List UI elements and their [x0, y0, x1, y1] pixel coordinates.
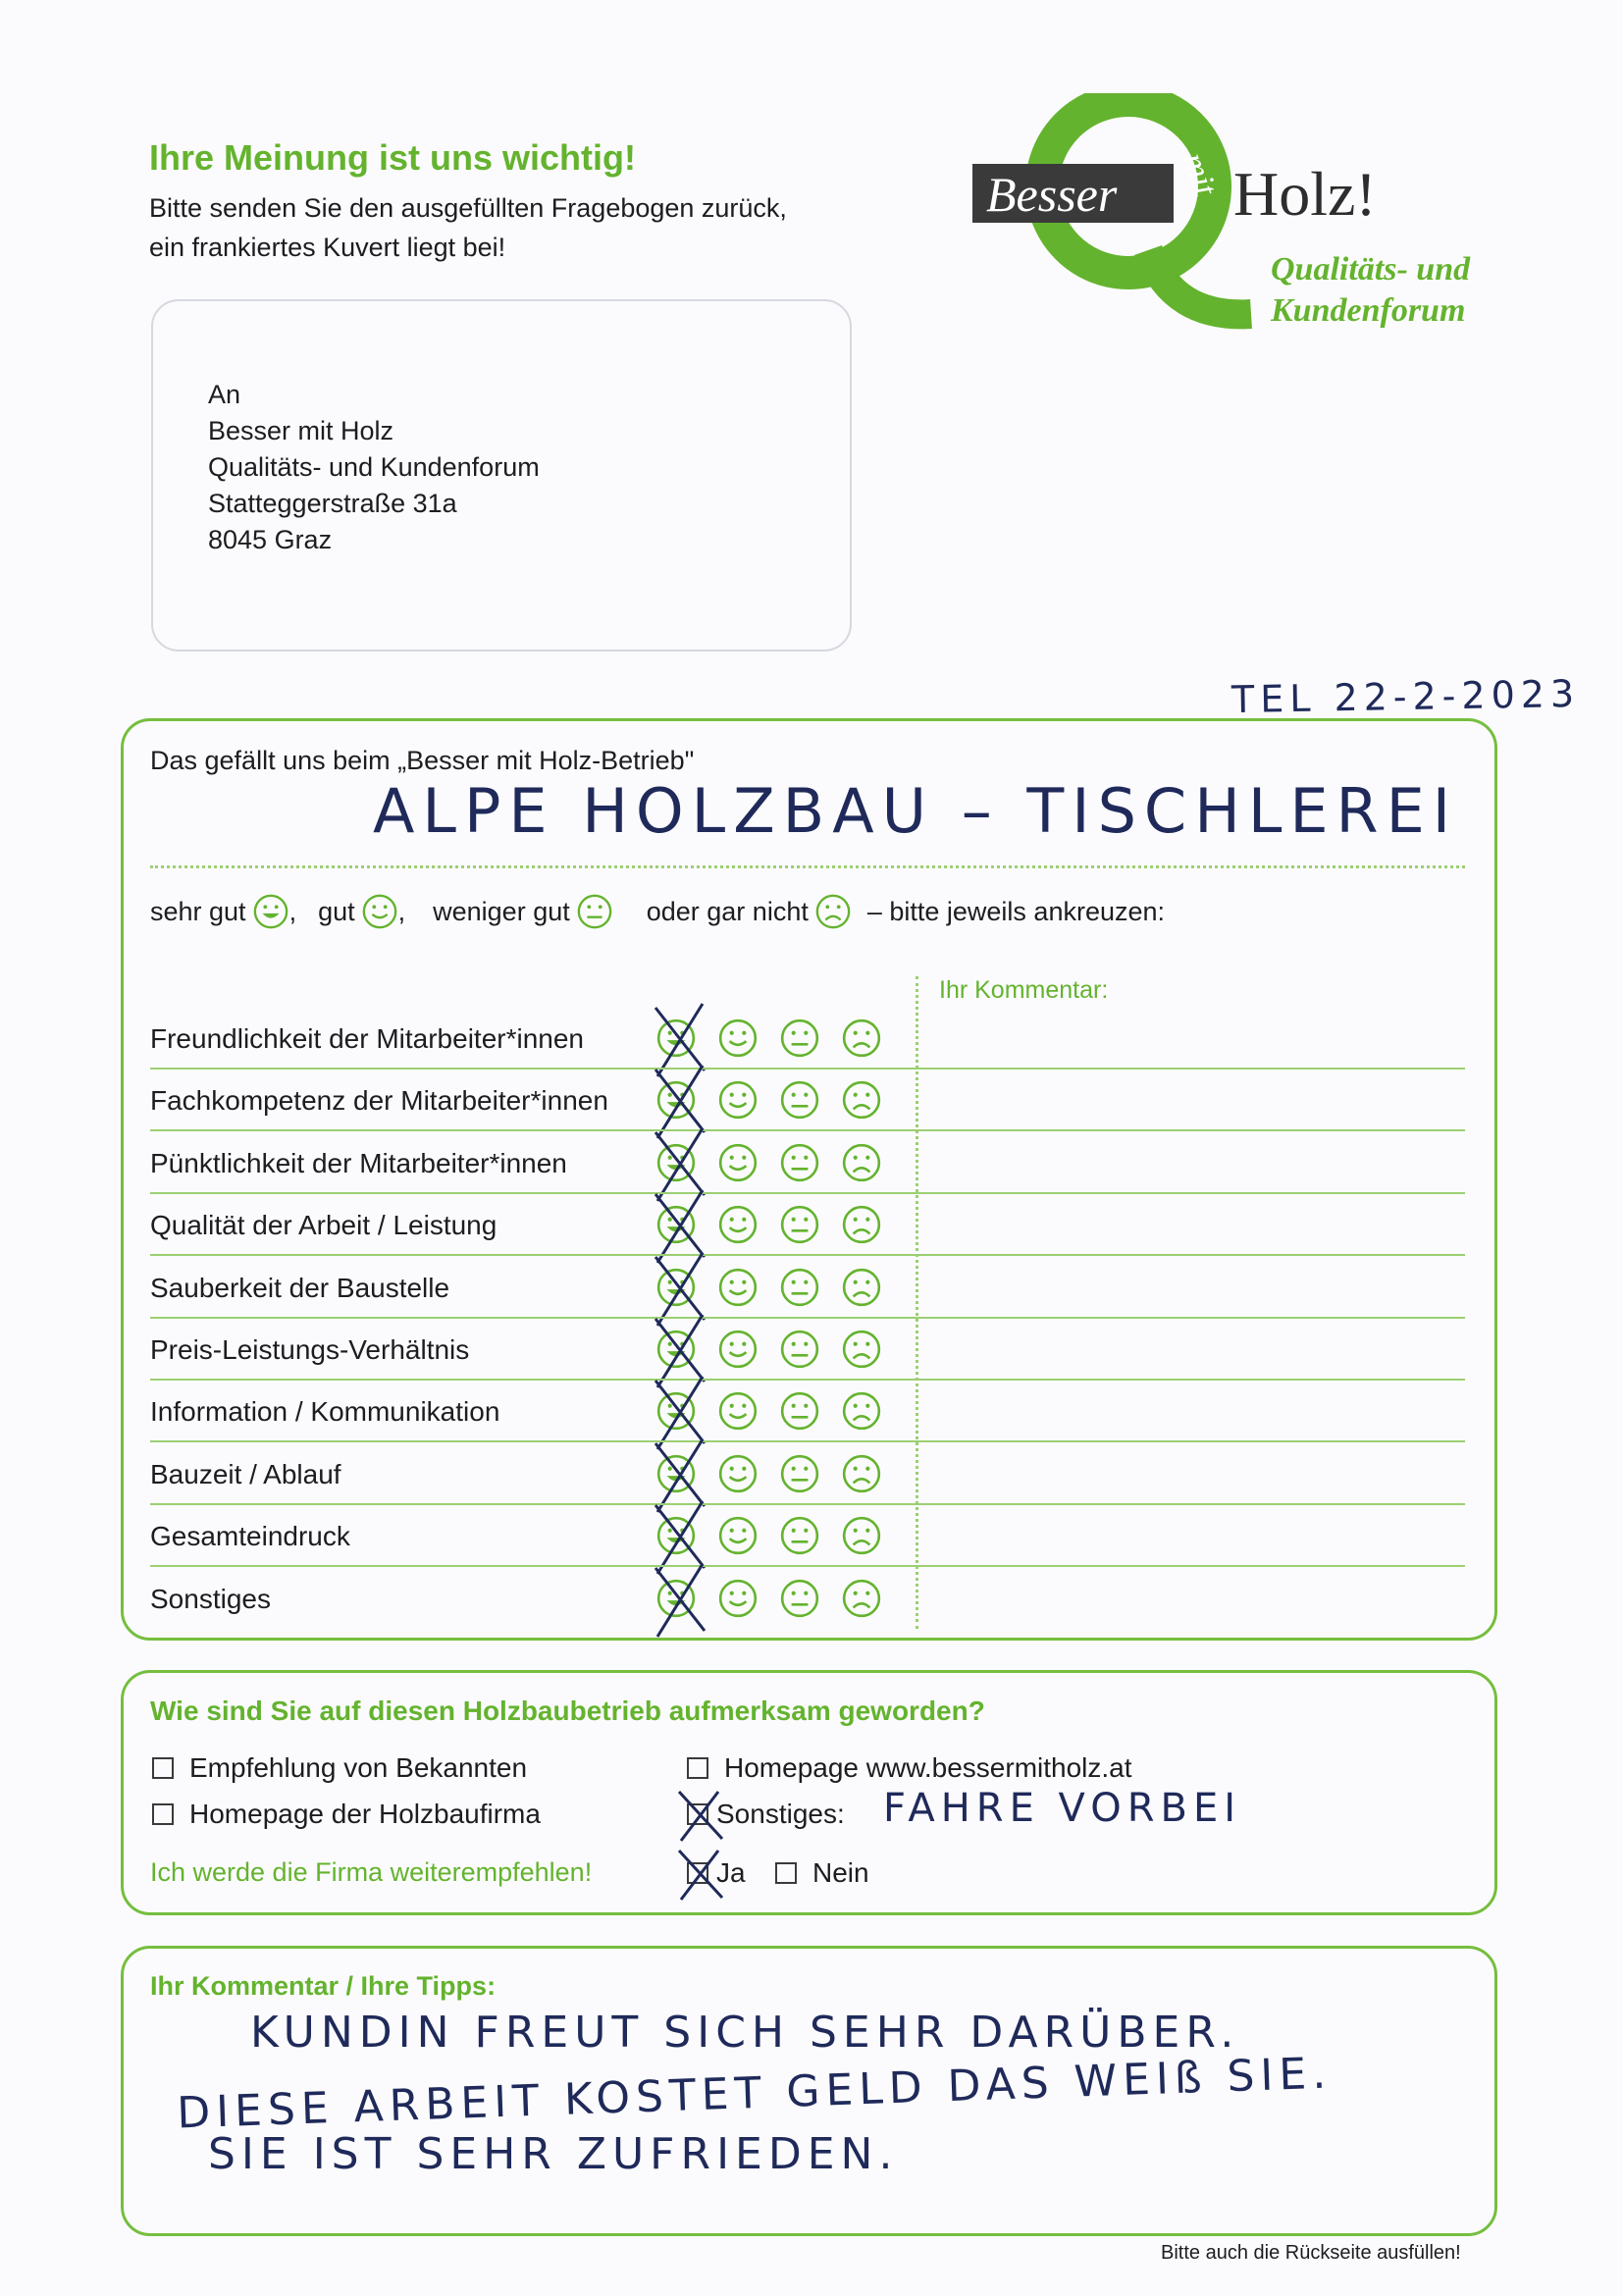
happy-face-icon[interactable] [717, 1142, 759, 1183]
tips-heading: Ihr Kommentar / Ihre Tipps: [150, 1971, 497, 2001]
criterion-row [150, 1132, 1465, 1194]
sad-face-icon[interactable] [841, 1515, 882, 1556]
logo-mit: mit [1175, 147, 1224, 201]
option-ja[interactable] [687, 1857, 746, 1889]
criterion-row [150, 1505, 1465, 1567]
neutral-face-icon[interactable] [779, 1390, 820, 1432]
sonstiges-handwritten: FAHRE VORBEI [883, 1786, 1242, 1831]
sad-face-icon[interactable] [841, 1079, 882, 1121]
option-ja-label: Ja [716, 1857, 746, 1888]
neutral-face-icon[interactable] [779, 1204, 820, 1245]
checkbox-ja[interactable] [687, 1862, 708, 1884]
address-line: Statteggerstraße 31a [208, 489, 457, 518]
criterion-row [150, 1381, 1465, 1442]
option-homepage-bmh[interactable] [687, 1752, 1132, 1784]
option-empfehlung[interactable] [152, 1752, 527, 1784]
logo-word1: Besser [986, 167, 1118, 222]
logo-tagline1: Qualitäts- und [1271, 251, 1471, 287]
option-nein[interactable] [775, 1857, 869, 1889]
intro-line-1: Bitte senden Sie den ausgefüllten Fragebogen zurück, [149, 193, 787, 223]
happy-face-icon[interactable] [717, 1079, 759, 1121]
sad-face-icon[interactable] [841, 1390, 882, 1432]
criterion-row [150, 1194, 1465, 1256]
address-line: 8045 Graz [208, 525, 333, 554]
option-homepage-firma-label: Homepage der Holzbaufirma [189, 1799, 541, 1829]
scale-instruction: – bitte jeweils ankreuzen: [866, 896, 1166, 926]
criterion-row [150, 1319, 1465, 1381]
happy-face-icon[interactable] [717, 1267, 759, 1308]
besser-mit-holz-logo [967, 93, 1555, 348]
intro-line-2: ein frankiertes Kuvert liegt bei! [149, 233, 506, 262]
sad-face-icon[interactable] [841, 1578, 882, 1619]
sad-face-icon[interactable] [841, 1142, 882, 1183]
criterion-label: Pünktlichkeit der Mitarbeiter*innen [150, 1147, 567, 1178]
checkbox-homepage-firma[interactable] [152, 1803, 174, 1825]
page-headline: Ihre Meinung ist uns wichtig! [149, 137, 637, 178]
logo-word2: Holz! [1233, 159, 1377, 229]
scale-gut-label: gut [318, 896, 355, 926]
criterion-row [150, 1008, 1465, 1070]
address-line: Besser mit Holz [208, 416, 394, 445]
checkbox-nein[interactable] [775, 1862, 797, 1884]
option-sonstiges[interactable] [687, 1799, 845, 1830]
back-side-note: Bitte auch die Rückseite ausfüllen! [1161, 2242, 1461, 2264]
criterion-label: Sauberkeit der Baustelle [150, 1272, 450, 1303]
checked-x-mark-icon [675, 1847, 726, 1902]
criterion-row [150, 1568, 1465, 1630]
sad-face-icon[interactable] [841, 1204, 882, 1245]
comment-column-heading: Ihr Kommentar: [939, 976, 1109, 1004]
logo-tagline2: Kundenforum [1271, 292, 1466, 329]
criterion-label: Gesamteindruck [150, 1521, 350, 1552]
happy-face-icon[interactable] [717, 1578, 759, 1619]
criterion-label: Sonstiges [150, 1583, 271, 1614]
address-line: An [208, 380, 241, 409]
sad-face-icon[interactable] [841, 1018, 882, 1059]
dotted-divider [150, 865, 1465, 868]
happy-face-icon[interactable] [717, 1390, 759, 1432]
criterion-row [150, 1070, 1465, 1131]
criterion-label: Qualität der Arbeit / Leistung [150, 1210, 497, 1241]
checkbox-homepage-bmh[interactable] [687, 1757, 708, 1779]
scale-sehr-gut-label: sehr gut [150, 896, 246, 926]
tips-handwritten-line-3: SIE IST SEHR ZUFRIEDEN. [208, 2129, 899, 2179]
handwritten-date: TEL 22-2-2023 [1230, 671, 1581, 722]
option-sonstiges-label: Sonstiges: [716, 1799, 845, 1829]
criterion-row [150, 1257, 1465, 1319]
checked-x-mark-icon [675, 1788, 726, 1843]
checkbox-empfehlung[interactable] [152, 1757, 174, 1779]
option-nein-label: Nein [812, 1857, 869, 1888]
tips-handwritten-line-2: DIESE ARBEIT KOSTET GELD DAS WEIß SIE. [176, 2048, 1334, 2139]
very-happy-face-icon [252, 893, 289, 930]
neutral-face-icon[interactable] [779, 1578, 820, 1619]
sad-face-icon[interactable] [841, 1329, 882, 1370]
criterion-label: Freundlichkeit der Mitarbeiter*innen [150, 1023, 584, 1054]
neutral-face-icon[interactable] [779, 1142, 820, 1183]
criterion-label: Fachkompetenz der Mitarbeiter*innen [150, 1085, 608, 1117]
option-homepage-firma[interactable] [152, 1799, 541, 1830]
sad-face-icon[interactable] [841, 1267, 882, 1308]
source-question: Wie sind Sie auf diesen Holzbaubetrieb aufmerksam geworden? [150, 1696, 985, 1726]
neutral-face-icon [576, 893, 613, 930]
criterion-row [150, 1443, 1465, 1505]
sad-face-icon [814, 893, 852, 930]
scale-gar-nicht-label: oder gar nicht [646, 896, 809, 926]
happy-face-icon[interactable] [717, 1453, 759, 1494]
happy-face-icon[interactable] [717, 1329, 759, 1370]
recipient-address [208, 377, 540, 558]
neutral-face-icon[interactable] [779, 1453, 820, 1494]
happy-face-icon[interactable] [717, 1204, 759, 1245]
address-line: Qualitäts- und Kundenforum [208, 452, 540, 482]
handwritten-check-x-icon [646, 1560, 714, 1639]
tips-handwritten-line-1: KUNDIN FREUT SICH SEHR DARÜBER. [250, 2008, 1240, 2058]
criterion-label: Bauzeit / Ablauf [150, 1458, 341, 1489]
sad-face-icon[interactable] [841, 1453, 882, 1494]
criterion-label: Information / Kommunikation [150, 1396, 500, 1428]
option-homepage-bmh-label: Homepage www.bessermitholz.at [724, 1752, 1132, 1783]
happy-face-icon[interactable] [717, 1018, 759, 1059]
criterion-label: Preis-Leistungs-Verhältnis [150, 1334, 470, 1365]
neutral-face-icon[interactable] [779, 1515, 820, 1556]
happy-face-icon[interactable] [717, 1515, 759, 1556]
recommend-question: Ich werde die Firma weiterempfehlen! [150, 1857, 593, 1887]
checkbox-sonstiges[interactable] [687, 1803, 708, 1825]
rating-intro: Das gefällt uns beim „Besser mit Holz-Betrieb" [150, 746, 695, 775]
neutral-face-icon[interactable] [779, 1079, 820, 1121]
option-empfehlung-label: Empfehlung von Bekannten [189, 1752, 528, 1783]
neutral-face-icon[interactable] [779, 1329, 820, 1370]
intro-text [149, 188, 836, 267]
rating-scale-legend: sehr gut , gut , weniger gut oder gar nicht – bitte jeweils ankreuzen: [150, 889, 1165, 934]
neutral-face-icon[interactable] [779, 1267, 820, 1308]
scale-weniger-gut-label: weniger gut [433, 896, 570, 926]
company-name-handwritten: ALPE HOLZBAU – TISCHLEREI [373, 775, 1459, 847]
neutral-face-icon[interactable] [779, 1018, 820, 1059]
happy-face-icon [361, 893, 398, 930]
